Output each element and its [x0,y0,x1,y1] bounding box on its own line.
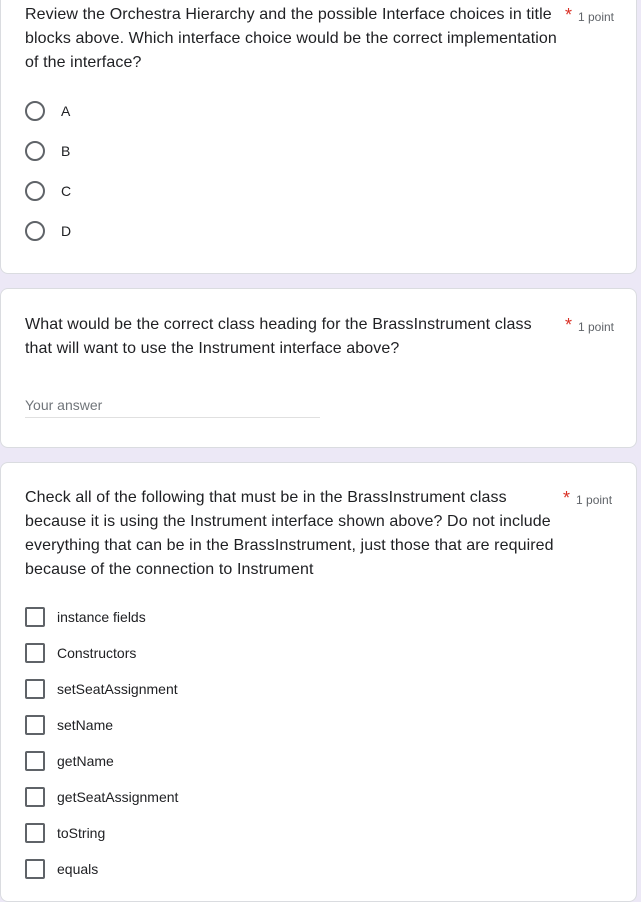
checkbox-icon[interactable] [25,679,45,699]
checkbox-icon[interactable] [25,823,45,843]
checkbox-icon[interactable] [25,751,45,771]
option-label: D [61,223,72,239]
checkbox-icon[interactable] [25,787,45,807]
question-header [25,313,614,361]
option-label: toString [57,825,106,841]
checkbox-option-instance-fields[interactable] [25,605,146,629]
option-label: getName [57,753,114,769]
radio-button-icon[interactable] [25,221,45,241]
option-label: equals [57,861,99,877]
checkbox-option-constructors[interactable] [25,641,136,665]
checkbox-icon[interactable] [25,715,45,735]
radio-option-d[interactable] [25,219,71,243]
checkbox-icon[interactable] [25,643,45,663]
option-label: setName [57,717,114,733]
checkbox-icon[interactable] [25,859,45,879]
option-label: C [61,183,72,199]
question-card-1 [0,0,637,274]
checkbox-option-getname[interactable] [25,749,114,773]
checkbox-option-getseatassignment[interactable] [25,785,178,809]
required-asterisk: * [564,5,572,25]
checkbox-option-equals[interactable] [25,857,98,881]
required-asterisk: * [564,315,572,335]
checkbox-option-setname[interactable] [25,713,113,737]
checkbox-option-setseatassignment[interactable] [25,677,178,701]
radio-button-icon[interactable] [25,141,45,161]
radio-option-c[interactable] [25,179,71,203]
option-label: setSeatAssignment [57,681,178,697]
points-label: 1 point [577,10,614,24]
points-label: 1 point [577,320,614,334]
required-asterisk: * [563,488,571,508]
question-card-2 [0,288,637,448]
question-text: Review the Orchestra Hierarchy and the possible Interface choices in title blocks above. Which interface choice would be the correct implementation of the interface? [25,6,557,71]
checkbox-icon[interactable] [25,607,45,627]
question-text: What would be the correct class heading for the BrassInstrument class that will want to use the Instrument interface above? [25,316,532,357]
radio-button-icon[interactable] [25,181,45,201]
radio-button-icon[interactable] [25,101,45,121]
option-label: getSeatAssignment [57,789,179,805]
answer-input[interactable] [25,393,320,418]
radio-option-a[interactable] [25,99,70,123]
checkbox-option-tostring[interactable] [25,821,105,845]
question-header [25,3,614,75]
question-card-3 [0,462,637,902]
option-label: A [61,103,71,119]
question-header [25,486,614,582]
question-text: Check all of the following that must be in the BrassInstrument class because it is using the Instrument interface shown above? Do not include everything that can be in the BrassInstrument, just those that are required because of the connection to Instrument [25,489,554,578]
option-label: instance fields [57,609,146,625]
option-label: Constructors [57,645,137,661]
points-label: 1 point [576,493,613,507]
radio-option-b[interactable] [25,139,70,163]
option-label: B [61,143,71,159]
